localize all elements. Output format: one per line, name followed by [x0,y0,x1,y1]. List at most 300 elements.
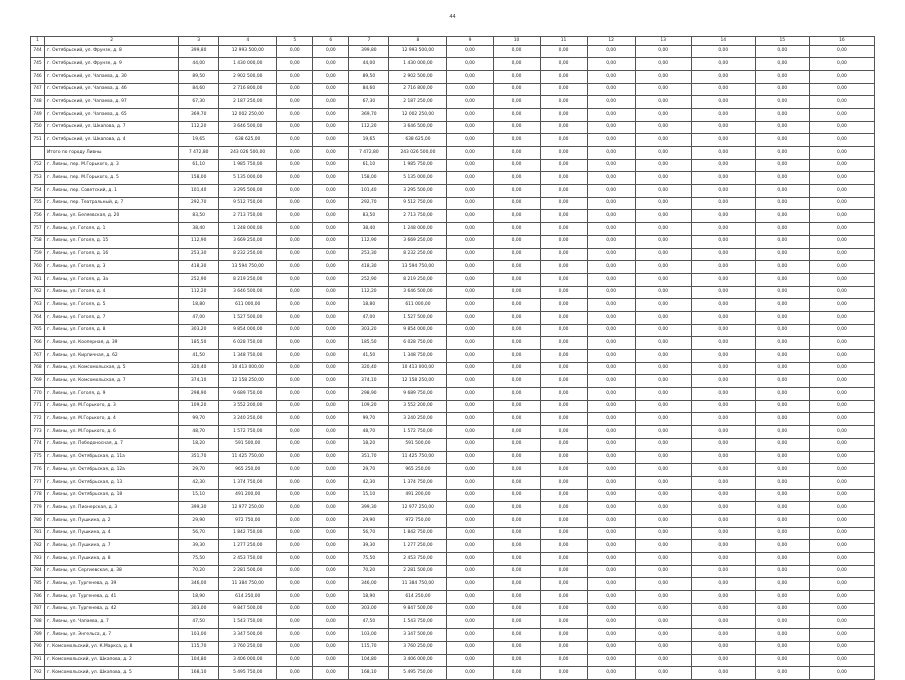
value-cell: 0,00 [587,388,635,401]
value-cell: 0,00 [277,172,313,185]
value-cell: 0,00 [587,96,635,109]
value-cell: 0,00 [691,45,755,58]
row-number: 747 [31,83,45,96]
value-cell: 0,00 [809,388,874,401]
value-cell: 0,00 [809,527,874,540]
value-cell: 0,00 [635,489,691,502]
table-row [31,540,875,553]
address-cell: г. Октябрьский, ул. Чапаева, д. 97 [45,96,179,109]
value-cell: 12 977 250,00 [219,502,277,515]
value-cell: 0,00 [447,45,493,58]
value-cell: 0,00 [447,299,493,312]
value-cell: 0,00 [587,578,635,591]
value-cell: 0,00 [755,400,809,413]
value-cell: 243 026 500,00 [219,147,277,160]
value-cell: 0,00 [447,362,493,375]
table-row [31,299,875,312]
address-cell: г. Ливны, ул. Гоголя, д. 1 [45,223,179,236]
address-cell: г. Ливны, пер. М.Горького, д. 5 [45,172,179,185]
value-cell: 0,00 [587,667,635,680]
value-cell: 0,00 [313,629,349,642]
value-cell: 0,00 [809,362,874,375]
value-cell: 972 750,00 [389,514,447,527]
value-cell: 0,00 [809,350,874,363]
value-cell: 0,00 [691,108,755,121]
table-row [31,261,875,274]
value-cell: 0,00 [540,235,587,248]
address-cell: г. Ливны, ул. Гоголя, д. 3 [45,261,179,274]
value-cell: 0,00 [635,603,691,616]
value-cell: 56,70 [179,527,219,540]
value-cell: 0,00 [691,654,755,667]
value-cell: 0,00 [755,223,809,236]
value-cell: 0,00 [540,311,587,324]
value-cell: 0,00 [635,273,691,286]
value-cell: 0,00 [635,147,691,160]
value-cell: 0,00 [635,591,691,604]
address-cell: г. Ливны, ул. Тургенева, д. 39 [45,578,179,591]
address-cell: г. Октябрьский, ул. Фрунзе, д. 8 [45,45,179,58]
value-cell: 29,70 [349,464,389,477]
value-cell: 0,00 [691,476,755,489]
value-cell: 0,00 [447,185,493,198]
value-cell: 0,00 [587,70,635,83]
value-cell: 0,00 [540,388,587,401]
address-cell: г. Ливны, ул. Гоголя, д. 16 [45,248,179,261]
value-cell: 0,00 [493,629,540,642]
value-cell: 29,90 [349,514,389,527]
value-cell: 1 348 750,00 [219,350,277,363]
value-cell: 0,00 [691,413,755,426]
value-cell: 0,00 [277,210,313,223]
address-cell: г. Ливны, ул. Гоголя, д. 7 [45,311,179,324]
table-row [31,514,875,527]
value-cell: 0,00 [447,476,493,489]
value-cell: 0,00 [755,248,809,261]
value-cell: 101,40 [179,185,219,198]
value-cell: 0,00 [587,350,635,363]
value-cell: 351,70 [349,451,389,464]
value-cell: 112,90 [179,235,219,248]
value-cell: 0,00 [755,489,809,502]
value-cell: 0,00 [587,210,635,223]
value-cell: 0,00 [447,667,493,680]
address-cell: г. Ливны, ул. Октябрьская, д. 13 [45,476,179,489]
value-cell: 0,00 [755,134,809,147]
row-number: 779 [31,502,45,515]
value-cell: 0,00 [493,121,540,134]
value-cell: 0,00 [313,375,349,388]
value-cell: 0,00 [493,438,540,451]
value-cell: 0,00 [587,261,635,274]
value-cell: 0,00 [277,147,313,160]
value-cell: 0,00 [313,426,349,439]
value-cell: 0,00 [540,540,587,553]
value-cell: 0,00 [587,299,635,312]
value-cell: 0,00 [447,438,493,451]
value-cell: 0,00 [809,70,874,83]
value-cell: 185,50 [179,337,219,350]
value-cell: 0,00 [493,375,540,388]
value-cell: 0,00 [313,413,349,426]
value-cell: 399,80 [349,45,389,58]
value-cell: 7 472,80 [179,147,219,160]
column-number: 12 [587,37,635,46]
value-cell: 61,10 [349,159,389,172]
value-cell: 0,00 [447,96,493,109]
value-cell: 0,00 [493,451,540,464]
table-row [31,96,875,109]
value-cell: 112,90 [349,235,389,248]
value-cell: 2 902 500,00 [219,70,277,83]
table-row [31,147,875,160]
value-cell: 399,80 [179,45,219,58]
table-row [31,438,875,451]
table-row [31,591,875,604]
value-cell: 0,00 [587,514,635,527]
value-cell: 0,00 [587,45,635,58]
value-cell: 9 689 750,00 [389,388,447,401]
value-cell: 0,00 [691,489,755,502]
value-cell: 0,00 [447,514,493,527]
value-cell: 9 689 750,00 [219,388,277,401]
value-cell: 0,00 [635,337,691,350]
table-row [31,476,875,489]
address-cell: г. Ливны, ул. Пушкина, д. 2 [45,514,179,527]
value-cell: 253,30 [179,248,219,261]
table-row [31,362,875,375]
value-cell: 0,00 [540,616,587,629]
value-cell: 0,00 [587,362,635,375]
value-cell: 0,00 [447,70,493,83]
value-cell: 0,00 [809,464,874,477]
value-cell: 0,00 [277,464,313,477]
value-cell: 8 232 250,00 [219,248,277,261]
value-cell: 2 716 800,00 [219,83,277,96]
value-cell: 0,00 [587,147,635,160]
address-cell: г. Ливны, пер. М.Горького, д. 3 [45,159,179,172]
value-cell: 12 158 250,00 [389,375,447,388]
value-cell: 0,00 [277,134,313,147]
value-cell: 0,00 [809,426,874,439]
value-cell: 0,00 [587,324,635,337]
value-cell: 374,10 [349,375,389,388]
value-cell: 0,00 [313,553,349,566]
value-cell: 44,00 [349,58,389,71]
column-number: 5 [277,37,313,46]
address-cell: г. Комсомольский, ул. Шкапова, д. 2 [45,654,179,667]
value-cell: 0,00 [313,311,349,324]
table-row [31,654,875,667]
value-cell: 0,00 [277,311,313,324]
value-cell: 0,00 [587,451,635,464]
table-row [31,641,875,654]
value-cell: 0,00 [313,235,349,248]
value-cell: 0,00 [540,96,587,109]
column-number: 10 [493,37,540,46]
value-cell: 0,00 [447,58,493,71]
value-cell: 2 902 500,00 [389,70,447,83]
value-cell: 0,00 [277,553,313,566]
value-cell: 0,00 [635,426,691,439]
value-cell: 0,00 [587,413,635,426]
value-cell: 3 760 250,00 [389,641,447,654]
value-cell: 0,00 [493,464,540,477]
value-cell: 0,00 [755,83,809,96]
value-cell: 8 232 250,00 [389,248,447,261]
value-cell: 0,00 [635,185,691,198]
table-row [31,83,875,96]
row-number: 759 [31,248,45,261]
table-row [31,337,875,350]
address-cell: г. Ливны, ул. М.Горького, д. 4 [45,413,179,426]
value-cell: 0,00 [587,502,635,515]
value-cell: 0,00 [755,451,809,464]
value-cell: 0,00 [691,83,755,96]
value-cell: 0,00 [540,578,587,591]
row-number: 745 [31,58,45,71]
value-cell: 0,00 [313,438,349,451]
address-cell: г. Октябрьский, ул. Шкапова, д. 7 [45,121,179,134]
value-cell: 0,00 [635,70,691,83]
row-number: 749 [31,108,45,121]
value-cell: 0,00 [277,388,313,401]
row-number: 748 [31,96,45,109]
value-cell: 0,00 [635,311,691,324]
value-cell: 0,00 [540,261,587,274]
address-cell: г. Ливны, ул. Пионерская, д. 3 [45,502,179,515]
value-cell: 1 430 000,00 [389,58,447,71]
value-cell: 0,00 [540,70,587,83]
value-cell: 614 250,00 [219,591,277,604]
value-cell: 3 669 250,00 [389,235,447,248]
table-row [31,235,875,248]
value-cell: 0,00 [313,299,349,312]
table-row [31,667,875,680]
value-cell: 0,00 [277,476,313,489]
value-cell: 0,00 [755,603,809,616]
value-cell: 0,00 [755,70,809,83]
value-cell: 0,00 [540,299,587,312]
value-cell: 0,00 [691,616,755,629]
value-cell: 0,00 [447,235,493,248]
value-cell: 0,00 [313,159,349,172]
value-cell: 0,00 [755,121,809,134]
value-cell: 0,00 [493,248,540,261]
value-cell: 0,00 [540,248,587,261]
value-cell: 1 248 000,00 [389,223,447,236]
value-cell: 0,00 [277,629,313,642]
value-cell: 0,00 [635,578,691,591]
value-cell: 18,90 [179,591,219,604]
page-number: 44 [449,14,456,20]
value-cell: 0,00 [755,45,809,58]
value-cell: 0,00 [809,185,874,198]
table-row [31,286,875,299]
value-cell: 0,00 [587,159,635,172]
value-cell: 0,00 [540,223,587,236]
value-cell: 0,00 [691,362,755,375]
value-cell: 13 594 750,00 [389,261,447,274]
value-cell: 346,00 [179,578,219,591]
value-cell: 0,00 [447,578,493,591]
address-cell: г. Ливны, ул. Победоносная, д. 7 [45,438,179,451]
address-cell: г. Ливны, ул. Кооперная, д. 39 [45,337,179,350]
value-cell: 0,00 [277,616,313,629]
value-cell: 0,00 [809,134,874,147]
value-cell: 1 985 750,00 [219,159,277,172]
value-cell: 47,00 [349,311,389,324]
value-cell: 2 453 750,00 [389,553,447,566]
value-cell: 39,30 [349,540,389,553]
value-cell: 0,00 [755,159,809,172]
value-cell: 0,00 [493,654,540,667]
value-cell: 0,00 [277,527,313,540]
address-cell: г. Октябрьский, ул. Чапаева, д. 46 [45,83,179,96]
value-cell: 84,60 [349,83,389,96]
value-cell: 591 500,00 [389,438,447,451]
value-cell: 0,00 [277,641,313,654]
value-cell: 0,00 [587,540,635,553]
address-cell: г. Комсомольский, ул. К.Маркса, д. 8 [45,641,179,654]
value-cell: 0,00 [587,83,635,96]
row-number: 783 [31,553,45,566]
table-row [31,489,875,502]
value-cell: 0,00 [809,514,874,527]
row-number: 760 [31,261,45,274]
row-number: 788 [31,616,45,629]
value-cell: 0,00 [635,464,691,477]
value-cell: 3 347 500,00 [219,629,277,642]
table-row [31,45,875,58]
value-cell: 0,00 [635,438,691,451]
value-cell: 0,00 [447,654,493,667]
table-row [31,464,875,477]
value-cell: 0,00 [447,502,493,515]
address-cell: г. Ливны, ул. Пушкина, д. 8 [45,553,179,566]
table-row [31,616,875,629]
value-cell: 491 200,00 [219,489,277,502]
value-cell: 0,00 [277,603,313,616]
value-cell: 48,70 [179,426,219,439]
value-cell: 0,00 [635,565,691,578]
row-number: 778 [31,489,45,502]
row-number: 770 [31,388,45,401]
table-row [31,70,875,83]
value-cell: 0,00 [447,527,493,540]
value-cell: 0,00 [493,578,540,591]
value-cell: 0,00 [277,273,313,286]
value-cell: 3 406 000,00 [389,654,447,667]
table-row [31,527,875,540]
value-cell: 19,65 [349,134,389,147]
value-cell: 0,00 [540,159,587,172]
value-cell: 0,00 [587,565,635,578]
value-cell: 0,00 [587,223,635,236]
value-cell: 0,00 [277,578,313,591]
value-cell: 18,90 [349,591,389,604]
value-cell: 298,90 [349,388,389,401]
value-cell: 0,00 [587,400,635,413]
value-cell: 39,30 [179,540,219,553]
value-cell: 0,00 [587,134,635,147]
value-cell: 8 219 250,00 [389,273,447,286]
value-cell: 89,50 [349,70,389,83]
value-cell: 0,00 [691,540,755,553]
value-cell: 0,00 [755,96,809,109]
value-cell: 1 277 250,00 [389,540,447,553]
value-cell: 0,00 [540,603,587,616]
value-cell: 1 842 750,00 [389,527,447,540]
value-cell: 0,00 [809,248,874,261]
table-row [31,629,875,642]
value-cell: 5 495 750,00 [219,667,277,680]
value-cell: 0,00 [809,121,874,134]
row-number: 790 [31,641,45,654]
value-cell: 70,20 [179,565,219,578]
value-cell: 0,00 [493,350,540,363]
row-number: 746 [31,70,45,83]
value-cell: 9 854 000,00 [389,324,447,337]
table-row [31,248,875,261]
value-cell: 1 348 750,00 [389,350,447,363]
value-cell: 0,00 [493,134,540,147]
value-cell: 0,00 [540,147,587,160]
value-cell: 0,00 [447,337,493,350]
value-cell: 0,00 [447,134,493,147]
value-cell: 491 200,00 [389,489,447,502]
column-number: 8 [389,37,447,46]
row-number: 781 [31,527,45,540]
value-cell: 0,00 [635,350,691,363]
row-number: 785 [31,578,45,591]
value-cell: 0,00 [493,96,540,109]
address-cell: г. Ливны, ул. Кирпичная, д. 62 [45,350,179,363]
value-cell: 0,00 [277,654,313,667]
value-cell: 0,00 [493,261,540,274]
value-cell: 0,00 [277,45,313,58]
value-cell: 115,70 [179,641,219,654]
value-cell: 0,00 [313,616,349,629]
table-row [31,134,875,147]
value-cell: 346,00 [349,578,389,591]
value-cell: 0,00 [313,58,349,71]
value-cell: 0,00 [447,489,493,502]
address-cell: г. Ливны, ул. Гоголя, д. 8 [45,324,179,337]
value-cell: 0,00 [493,667,540,680]
value-cell: 0,00 [809,311,874,324]
value-cell: 0,00 [809,616,874,629]
value-cell: 12 977 250,00 [389,502,447,515]
value-cell: 0,00 [277,185,313,198]
value-cell: 12 993 500,00 [219,45,277,58]
value-cell: 0,00 [755,629,809,642]
value-cell: 418,30 [349,261,389,274]
row-number: 757 [31,223,45,236]
value-cell: 0,00 [493,489,540,502]
value-cell: 0,00 [587,629,635,642]
value-cell: 0,00 [809,629,874,642]
value-cell: 0,00 [587,197,635,210]
value-cell: 15,10 [179,489,219,502]
value-cell: 0,00 [540,426,587,439]
value-cell: 0,00 [540,654,587,667]
value-cell: 18,20 [349,438,389,451]
value-cell: 83,50 [349,210,389,223]
value-cell: 0,00 [691,388,755,401]
value-cell: 0,00 [493,273,540,286]
value-cell: 0,00 [447,147,493,160]
